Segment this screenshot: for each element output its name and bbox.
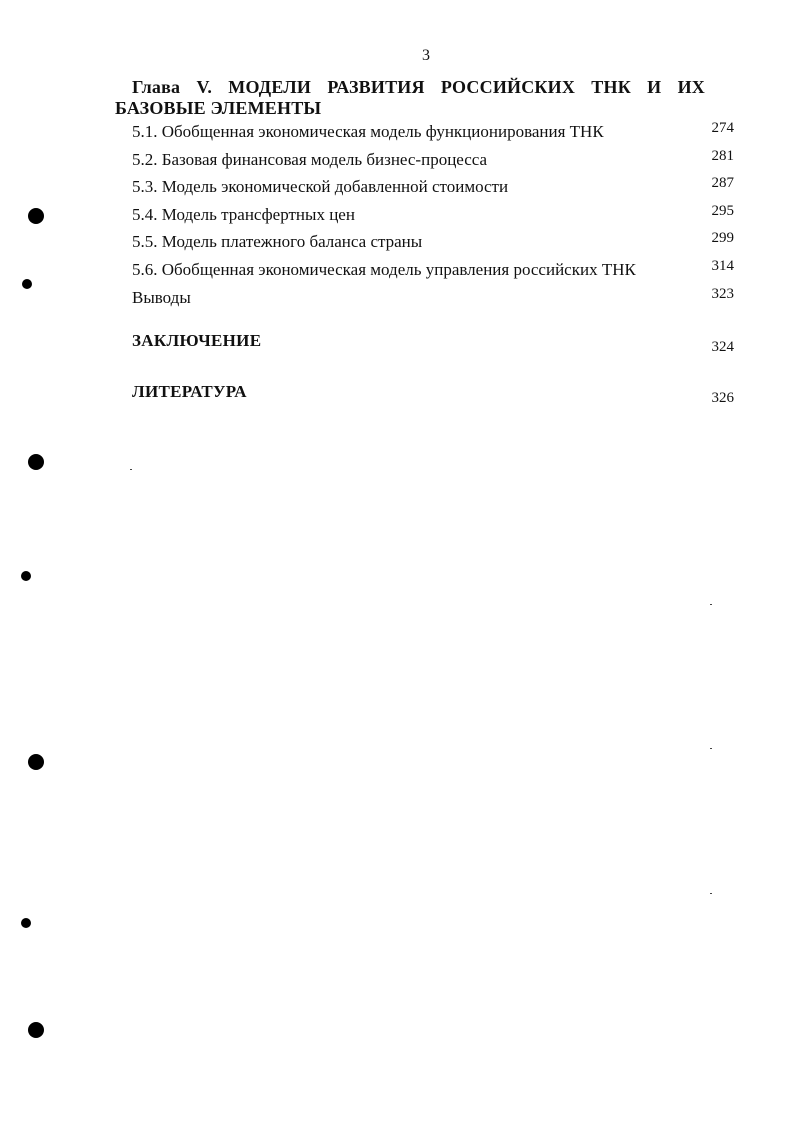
toc-entry-title: 5.1. Обобщенная экономическая модель функционирования ТНК <box>132 122 604 141</box>
punch-hole-mark <box>28 754 44 770</box>
toc-entry-title: Выводы <box>132 287 191 307</box>
punch-hole-mark <box>28 454 44 470</box>
toc-entry <box>132 118 734 146</box>
toc-entry-page: 323 <box>711 285 734 302</box>
scan-speck <box>130 469 132 470</box>
punch-hole-mark <box>21 918 31 928</box>
literature-title: ЛИТЕРАТУРА <box>132 382 247 401</box>
toc-entry-page: 281 <box>711 147 734 164</box>
scan-speck <box>710 893 712 894</box>
literature-page: 326 <box>711 390 734 406</box>
punch-hole-mark <box>28 208 44 224</box>
scan-speck <box>710 748 712 749</box>
chapter-heading-line2: БАЗОВЫЕ ЭЛЕМЕНТЫ <box>115 98 322 118</box>
toc-entry-page: 287 <box>711 175 734 192</box>
chapter-heading <box>115 77 705 119</box>
toc-entry <box>132 201 734 229</box>
toc-entry-page: 314 <box>711 257 734 274</box>
page-number: 3 <box>422 47 430 64</box>
punch-hole-mark <box>21 571 31 581</box>
scan-speck <box>710 604 712 605</box>
conclusion-title: ЗАКЛЮЧЕНИЕ <box>132 331 262 350</box>
toc-entry <box>132 173 734 201</box>
toc-entry <box>132 146 734 174</box>
toc-entry-page: 274 <box>711 120 734 136</box>
toc-entry <box>132 284 734 312</box>
punch-hole-mark <box>28 1022 44 1038</box>
toc-entry-page: 299 <box>711 230 734 247</box>
conclusion-page: 324 <box>711 339 734 355</box>
chapter-heading-line1: Глава V. МОДЕЛИ РАЗВИТИЯ РОССИЙСКИХ ТНК И ИХ <box>132 77 705 97</box>
table-of-contents <box>132 118 734 311</box>
toc-entry <box>132 228 734 256</box>
toc-entry-title: 5.4. Модель трансфертных цен <box>132 204 355 224</box>
toc-entry-title: 5.6. Обобщенная экономическая модель управления российских ТНК <box>132 259 636 279</box>
punch-hole-mark <box>22 279 32 289</box>
toc-entry <box>132 256 734 284</box>
toc-entry-page: 295 <box>711 202 734 219</box>
toc-entry-title: 5.2. Базовая финансовая модель бизнес-процесса <box>132 149 488 169</box>
toc-entry-title: 5.5. Модель платежного баланса страны <box>132 232 423 252</box>
toc-entry-title: 5.3. Модель экономической добавленной стоимости <box>132 177 509 197</box>
